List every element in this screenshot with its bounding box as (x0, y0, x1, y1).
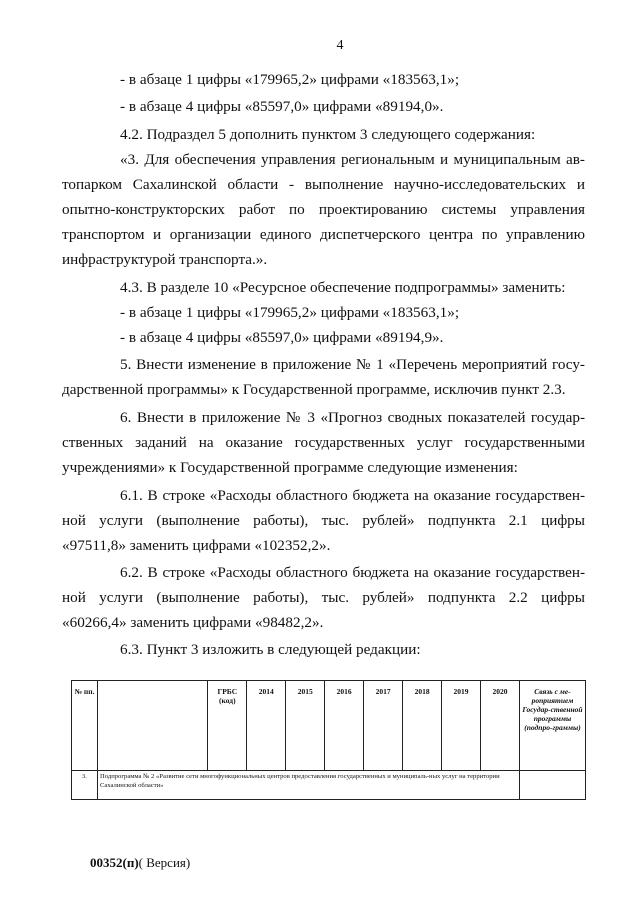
text-line-23: 6.3. Пункт 3 изложить в следующей редакции: (120, 641, 421, 658)
header-2014: 2014 (247, 681, 286, 771)
row-num: 3. (72, 771, 98, 800)
text-line-11: - в абзаце 4 цифры «85597,0» цифрами «89194,9». (120, 329, 444, 346)
header-2019: 2019 (442, 681, 481, 771)
header-2018: 2018 (403, 681, 442, 771)
text-line-7: транспортом и организации единого диспетчерского центра по управлению (62, 226, 585, 243)
text-line-15: ственных заданий на оказание государственных услуг государственными (62, 434, 585, 451)
text-line-6: опытно-конструкторских работ по проектированию системы управления (62, 201, 585, 218)
header-grbs: ГРБС (код) (208, 681, 247, 771)
header-2016: 2016 (325, 681, 364, 771)
header-2015: 2015 (286, 681, 325, 771)
text-line-22: «60266,4» заменить цифрами «98482,2». (62, 614, 324, 631)
header-program-link: Связь с ме-роприятием Государ-ственной программы (подпро-граммы) (519, 681, 585, 771)
text-line-17: 6.1. В строке «Расходы областного бюджета на оказание государствен- (120, 487, 585, 504)
header-num: № пп. (72, 681, 98, 771)
text-line-8: инфраструктурой транспорта.». (62, 251, 268, 268)
text-line-4: «3. Для обеспечения управления региональным и муниципальным ав- (120, 151, 585, 168)
document-footer (90, 855, 190, 871)
text-line-14: 6. Внести в приложение № 3 «Прогноз сводных показателей государ- (120, 409, 585, 426)
text-line-13: дарственной программы» к Государственной программе, исключив пункт 2.3. (62, 381, 566, 398)
footer-code: 00352(п) (90, 855, 139, 870)
text-line-10: - в абзаце 1 цифры «179965,2» цифрами «183563,1»; (120, 304, 460, 321)
text-line-5: топарком Сахалинской области - выполнение научно-исследовательских и (62, 176, 585, 193)
text-line-16: учреждениями» к Государственной программе следующие изменения: (62, 459, 518, 476)
text-line-1: - в абзаце 1 цифры «179965,2» цифрами «183563,1»; (120, 71, 460, 88)
text-line-21: ной услуги (выполнение работы), тыс. рублей» подпункта 2.2 цифры (62, 589, 585, 606)
page-number: 4 (336, 38, 344, 53)
text-line-20: 6.2. В строке «Расходы областного бюджета на оказание государствен- (120, 564, 585, 581)
row-text: Подпрограмма № 2 «Развитие сети многофункциональных центров предоставления государственных и муниципаль-ных услуг на территории Сахалинской области» (97, 771, 519, 800)
table-row (72, 771, 586, 800)
table-header-row (72, 681, 586, 771)
header-2020: 2020 (481, 681, 520, 771)
text-line-12: 5. Внести изменение в приложение № 1 «Перечень мероприятий госу- (120, 356, 585, 373)
footer-version: ( Версия) (138, 855, 191, 870)
row-empty-cell (519, 771, 585, 800)
text-line-2: - в абзаце 4 цифры «85597,0» цифрами «89194,0». (120, 98, 444, 115)
text-line-19: «97511,8» заменить цифрами «102352,2». (62, 537, 331, 554)
header-name (97, 681, 207, 771)
header-2017: 2017 (364, 681, 403, 771)
expenditure-table (71, 680, 586, 800)
text-line-18: ной услуги (выполнение работы), тыс. рублей» подпункта 2.1 цифры (62, 512, 585, 529)
text-line-9: 4.3. В разделе 10 «Ресурсное обеспечение подпрограммы» заменить: (120, 279, 566, 296)
text-line-3: 4.2. Подраздел 5 дополнить пунктом 3 следующего содержания: (120, 126, 536, 143)
